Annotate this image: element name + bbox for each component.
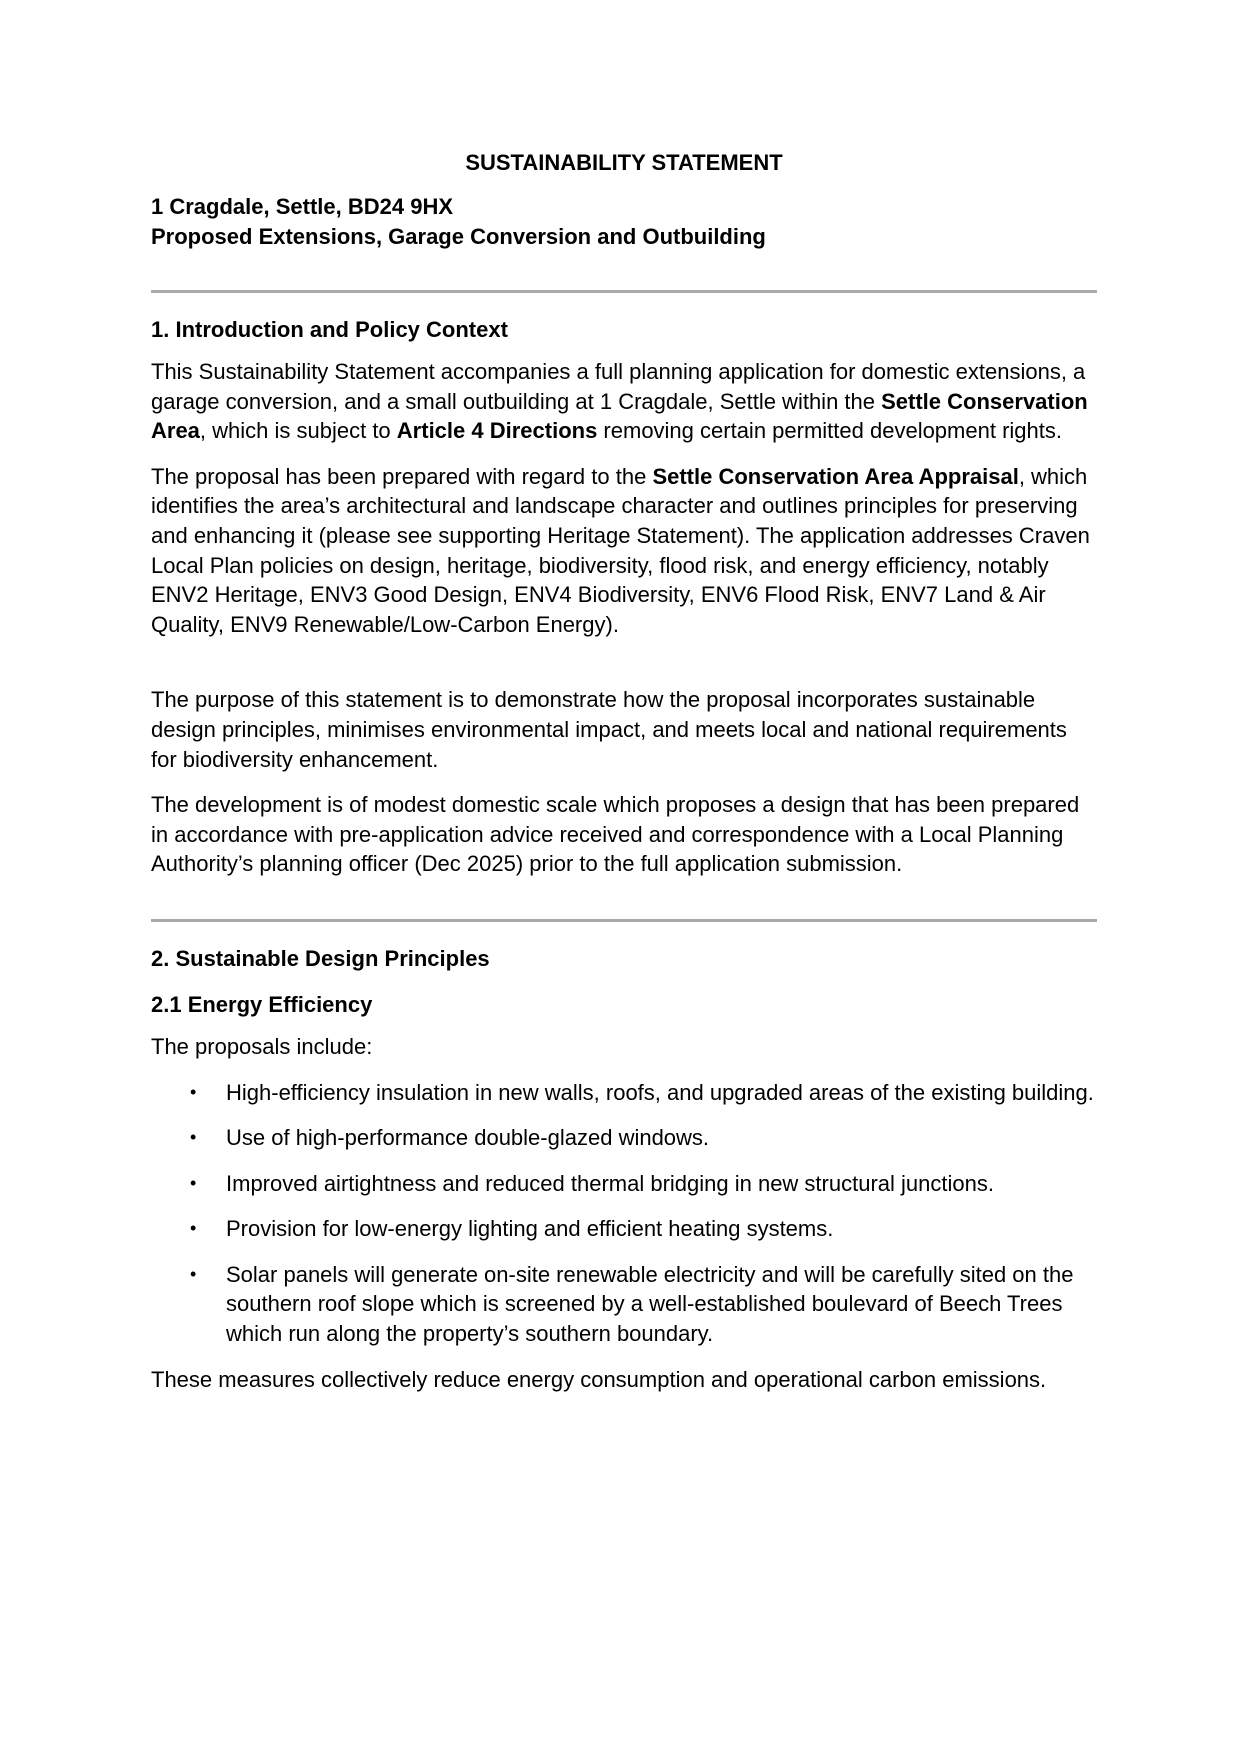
paragraph-text: removing certain permitted development rights. — [597, 418, 1062, 444]
section-1-paragraph-2 — [151, 462, 1097, 640]
list-item — [151, 1123, 1097, 1153]
section-1-paragraph-3: The purpose of this statement is to demonstrate how the proposal incorporates sustainable design principles, minimises environmental impact, and meets local and national requirements for biodiversity enhancement. — [151, 687, 1067, 772]
bullet-icon: • — [190, 1263, 197, 1284]
subsection-2-1-intro: The proposals include: — [151, 1033, 373, 1059]
section-1-paragraph-4: The development is of modest domestic scale which proposes a design that has been prepared in accordance with pre-application advice received and correspondence with a Local Planning Authority’s planning officer (Dec 2025) prior to the full application submission. — [151, 792, 1080, 877]
paragraph-text: , which identifies the area’s architectural and landscape character and outlines principles for preserving and enhancing it (please see supporting Heritage Statement). The application addresses Craven Local Plan policies on design, heritage, biodiversity, flood risk, and energy efficiency, notably ENV2 Heritage, ENV3 Good Design, ENV4 Biodiversity, ENV6 Flood Risk, ENV7 Land & Air Quality, ENV9 Renewable/Low-Carbon Energy). — [151, 463, 1090, 637]
section-divider — [151, 290, 1097, 293]
bold-term-article-4: Article 4 Directions — [396, 418, 598, 444]
bold-term-conservation-area: Settle Conservation Area — [151, 388, 1088, 444]
section-1-paragraph-1 — [151, 357, 1097, 446]
paragraph-text: This Sustainability Statement accompanies a full planning application for domestic extensions, a garage conversion, and a small outbuilding at 1 Cragdale, Settle within the — [151, 359, 1086, 414]
paragraph-text: , which is subject to — [199, 418, 397, 444]
project-description-line: Proposed Extensions, Garage Conversion and Outbuilding — [151, 224, 766, 249]
list-item-text: Use of high-performance double-glazed windows. — [226, 1125, 710, 1151]
list-item — [151, 1214, 1097, 1244]
list-item-text: Improved airtightness and reduced thermal bridging in new structural junctions. — [226, 1170, 994, 1196]
bullet-icon: • — [190, 1127, 197, 1148]
document-title: SUSTAINABILITY STATEMENT — [465, 150, 783, 175]
list-item — [151, 1260, 1097, 1349]
energy-measures-list — [151, 1078, 1097, 1349]
document-body — [151, 148, 1097, 1394]
list-item — [151, 1169, 1097, 1199]
list-item-text: Provision for low-energy lighting and efficient heating systems. — [226, 1216, 834, 1242]
subsection-2-1-heading: 2.1 Energy Efficiency — [151, 991, 373, 1017]
section-1-heading: 1. Introduction and Policy Context — [151, 317, 508, 342]
section-2-heading: 2. Sustainable Design Principles — [151, 945, 490, 971]
bold-term-conservation-appraisal: Settle Conservation Area Appraisal — [652, 463, 1019, 489]
project-address-block — [151, 192, 1097, 252]
address-line: 1 Cragdale, Settle, BD24 9HX — [151, 194, 454, 219]
paragraph-text: The proposal has been prepared with regard to the — [151, 463, 653, 489]
bullet-icon: • — [190, 1172, 197, 1193]
section-divider — [151, 919, 1097, 922]
list-item — [151, 1078, 1097, 1108]
bullet-icon: • — [190, 1081, 197, 1102]
subsection-2-1-closing: These measures collectively reduce energy consumption and operational carbon emissions. — [151, 1366, 1047, 1392]
list-item-text: Solar panels will generate on-site renewable electricity and will be carefully sited on the southern roof slope which is screened by a well-established boulevard of Beech Trees which run along the property’s southern boundary. — [226, 1261, 1074, 1347]
bullet-icon: • — [190, 1218, 197, 1239]
list-item-text: High-efficiency insulation in new walls, roofs, and upgraded areas of the existing building. — [226, 1079, 1094, 1105]
